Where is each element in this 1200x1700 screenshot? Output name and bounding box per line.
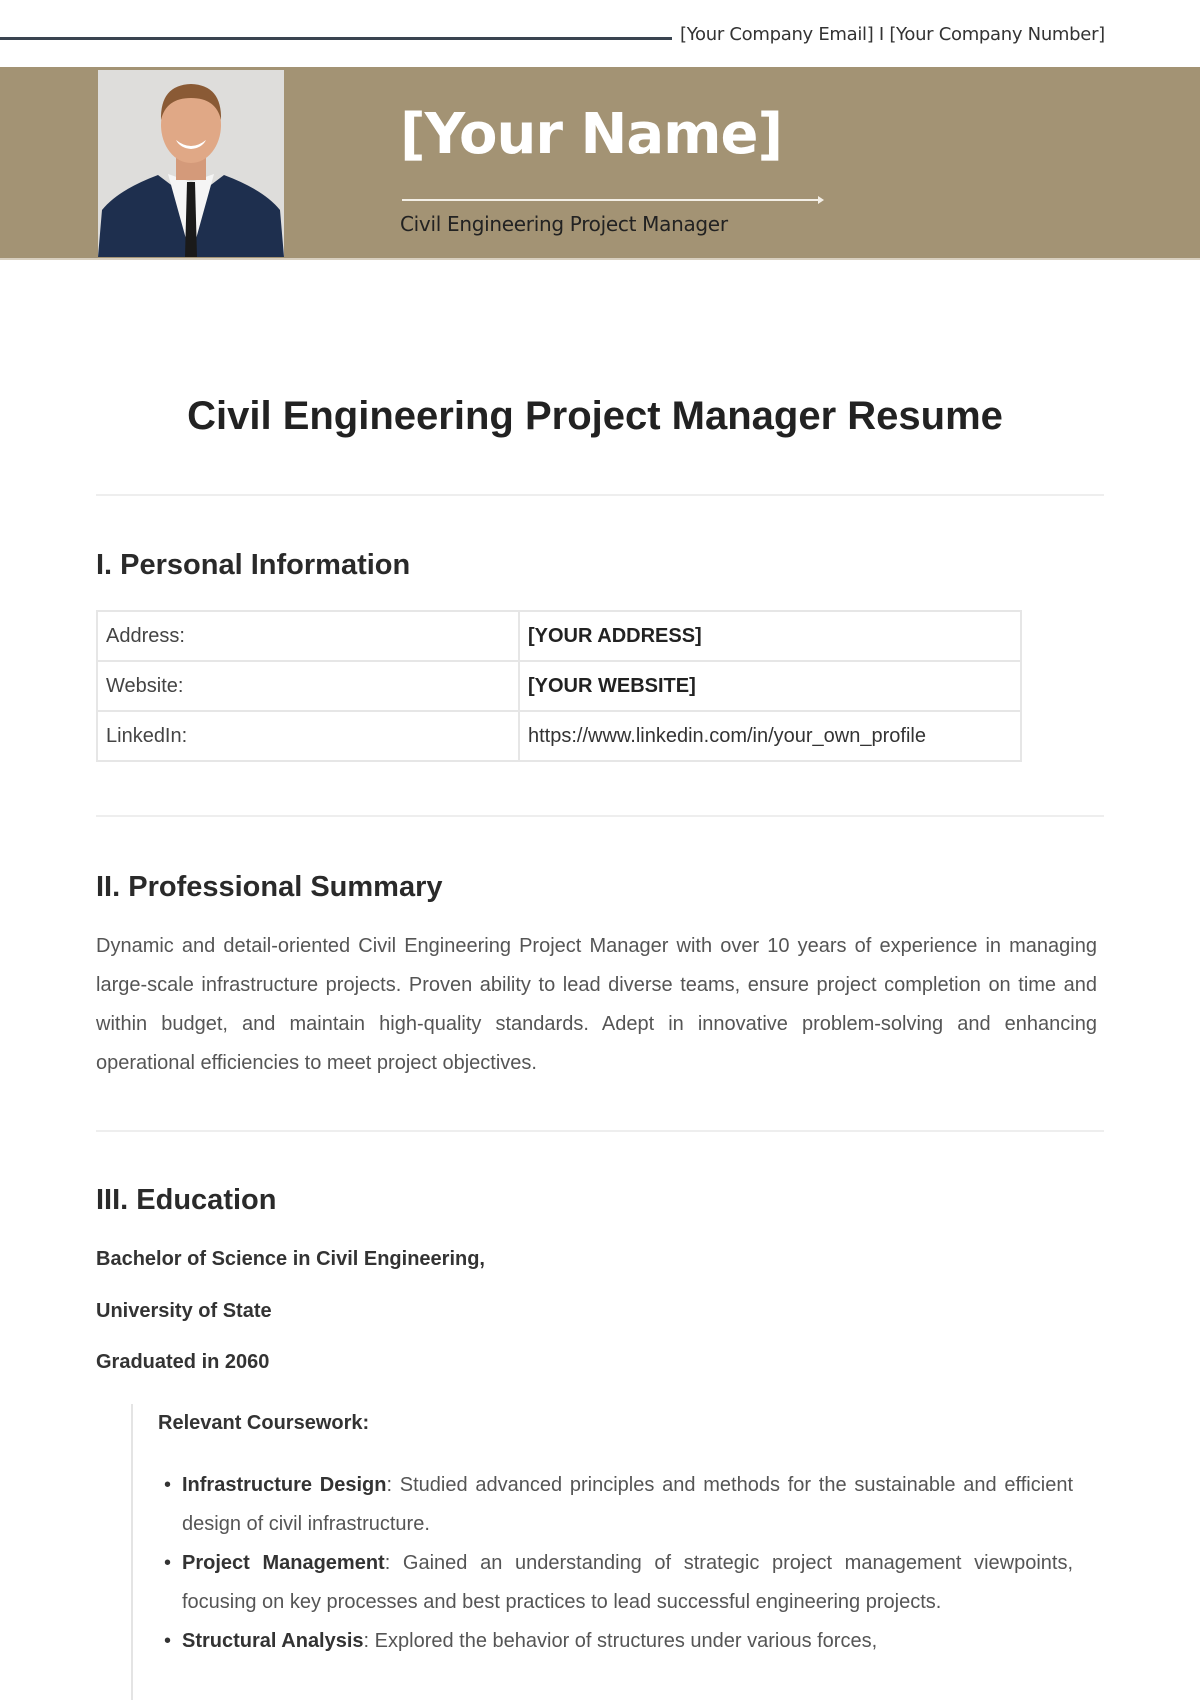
personal-info-table [96, 610, 1022, 762]
company-contact: [Your Company Email] I [Your Company Number] [680, 24, 1105, 45]
coursework-list [164, 1466, 1073, 1661]
row-label: Website: [97, 661, 519, 711]
quote-border [131, 1404, 133, 1700]
course-desc: : Studied advanced principles and methods for the sustainable and efficient design of civil infrastructure. [182, 1474, 1073, 1535]
linkedin-link[interactable]: https://www.linkedin.com/in/your_own_profile [519, 711, 1021, 761]
document-title: Civil Engineering Project Manager Resume [187, 394, 1003, 438]
table-row [97, 611, 1021, 661]
section-heading-education: III. Education [96, 1184, 277, 1216]
table-row [97, 711, 1021, 761]
divider [96, 815, 1104, 817]
divider [96, 1130, 1104, 1132]
list-item [164, 1544, 1073, 1622]
candidate-name: [Your Name] [400, 102, 783, 167]
course-name: Project Management [182, 1552, 385, 1574]
arrow-divider [402, 199, 822, 201]
row-label: Address: [97, 611, 519, 661]
row-value: [YOUR ADDRESS] [519, 611, 1021, 661]
section-heading-personal: I. Personal Information [96, 549, 411, 581]
list-item [164, 1622, 1073, 1661]
course-desc: : Gained an understanding of strategic project management viewpoints, focusing on key processes and best practices to lead successful engineering projects. [182, 1552, 1074, 1613]
coursework-label: Relevant Coursework: [158, 1412, 370, 1434]
list-item [164, 1466, 1073, 1544]
candidate-role: Civil Engineering Project Manager [400, 212, 728, 236]
profile-photo [98, 70, 284, 257]
summary-text: Dynamic and detail-oriented Civil Engineering Project Manager with over 10 years of experience in managing large-scale infrastructure projects. Proven ability to lead diverse teams, ensure project completion on time and within budget, and maintain high-quality standards. Adept in innovative problem-solving and enhancing operational efficiencies to meet project objectives. [96, 935, 1097, 1074]
school: University of State [96, 1300, 272, 1322]
section-heading-summary: II. Professional Summary [96, 871, 443, 903]
course-name: Infrastructure Design [182, 1474, 387, 1496]
row-label: LinkedIn: [97, 711, 519, 761]
row-value: [YOUR WEBSITE] [519, 661, 1021, 711]
header-rule [0, 37, 672, 40]
degree: Bachelor of Science in Civil Engineering, [96, 1248, 485, 1270]
course-name: Structural Analysis [182, 1630, 364, 1652]
table-row [97, 661, 1021, 711]
divider [96, 494, 1104, 496]
course-desc: : Explored the behavior of structures under various forces, [363, 1630, 878, 1652]
graduation: Graduated in 2060 [96, 1351, 270, 1373]
